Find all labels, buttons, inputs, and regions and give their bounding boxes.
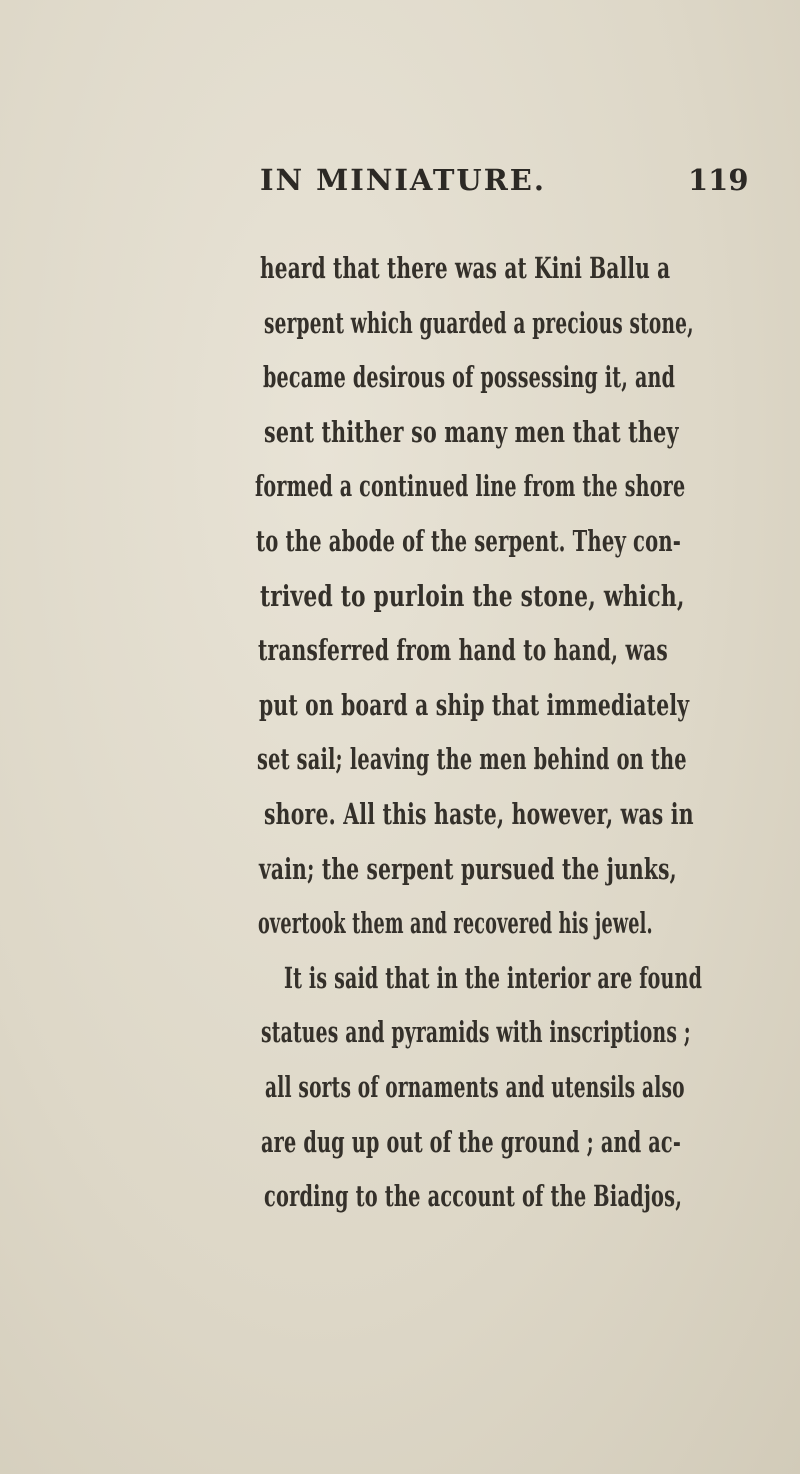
text-line: serpent which guarded a precious stone, — [264, 306, 694, 340]
text-line: put on board a ship that immediately — [259, 688, 690, 722]
text-line: are dug up out of the ground ; and ac- — [261, 1125, 682, 1159]
text-line: transferred from hand to hand, was — [258, 633, 668, 667]
text-line: It is said that in the interior are found — [284, 961, 703, 995]
running-title: IN MINIATURE. — [260, 163, 546, 197]
text-line: statues and pyramids with inscriptions ; — [261, 1015, 691, 1049]
text-line: formed a continued line from the shore — [255, 469, 686, 503]
text-line: cording to the account of the Biadjos, — [264, 1179, 683, 1213]
text-line: set sail; leaving the men behind on the — [257, 742, 687, 776]
page-number: 119 — [688, 163, 749, 197]
text-line: overtook them and recovered his jewel. — [258, 906, 653, 940]
text-line: trived to purloin the stone, which, — [260, 579, 685, 613]
text-line: sent thither so many men that they — [264, 415, 679, 449]
text-line: heard that there was at Kini Ballu a — [260, 251, 671, 285]
text-line: vain; the serpent pursued the junks, — [259, 852, 677, 886]
text-line: all sorts of ornaments and utensils also — [265, 1070, 685, 1104]
text-line: to the abode of the serpent. They con- — [256, 524, 682, 558]
text-line: shore. All this haste, however, was in — [264, 797, 694, 831]
text-line: became desirous of possessing it, and — [263, 360, 676, 394]
running-head — [0, 163, 800, 203]
